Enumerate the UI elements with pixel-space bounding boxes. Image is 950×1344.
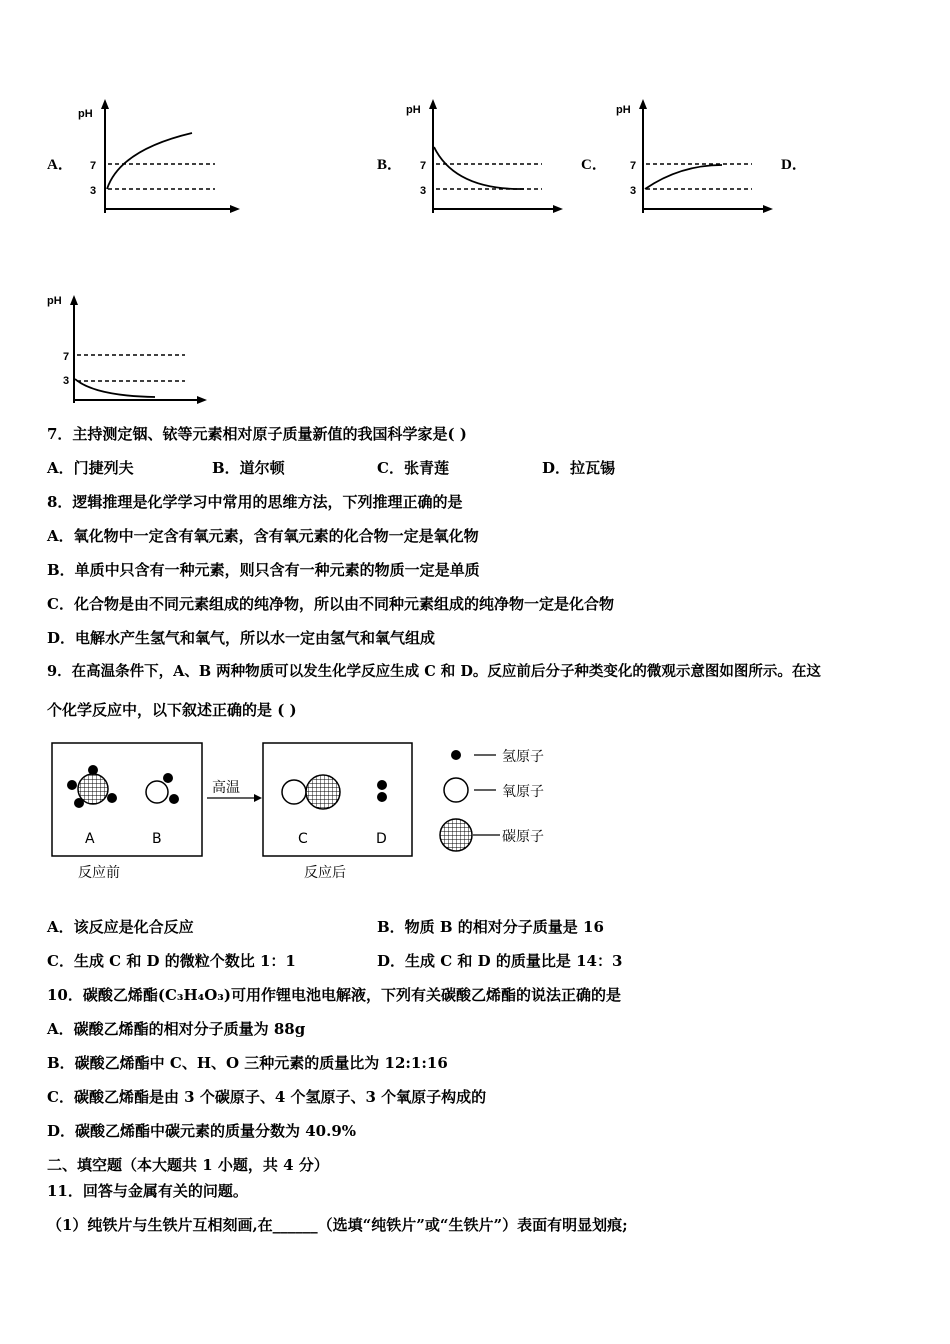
ph-graph-c (610, 95, 790, 220)
hydrogen-atom (377, 792, 387, 802)
tick-3: 3 (63, 375, 70, 387)
option-label-a: A． (47, 157, 73, 173)
tick-7: 7 (630, 160, 637, 172)
oxygen-atom (282, 780, 306, 804)
hydrogen-atom (377, 780, 387, 790)
question-9-option-d: D．生成 C 和 D 的质量比是 14：3 (377, 952, 623, 970)
legend-hydrogen: 氢原子 (502, 749, 544, 765)
question-11-part-1: （1）纯铁片与生铁片互相刻画,在______（选填“纯铁片”或“生铁片”）表面有明显划痕; (47, 1216, 628, 1234)
hydrogen-atom (74, 798, 84, 808)
tick-3: 3 (420, 185, 427, 197)
legend-hydrogen-icon (451, 750, 461, 760)
label-d: D (376, 831, 387, 847)
hydrogen-atom (107, 793, 117, 803)
carbon-atom (306, 775, 340, 809)
question-9-option-c: C．生成 C 和 D 的微粒个数比 1：1 (47, 952, 296, 970)
label-c: C (298, 831, 308, 847)
ph-graph-b (400, 95, 580, 220)
legend-carbon-icon (440, 819, 472, 851)
reaction-arrow (254, 794, 262, 802)
hydrogen-atom (67, 780, 77, 790)
question-7-option-c: C．张青莲 (377, 459, 449, 477)
tick-7: 7 (63, 351, 70, 363)
hydrogen-atom (169, 794, 179, 804)
ph-graph-d (30, 290, 210, 410)
label-b: B (152, 831, 162, 847)
option-label-d: D． (781, 157, 807, 173)
question-10-option-b: B．碳酸乙烯酯中 C、H、O 三种元素的质量比为 12:1:16 (47, 1054, 448, 1072)
hydrogen-atom (163, 773, 173, 783)
question-10-option-c: C．碳酸乙烯酯是由 3 个碳原子、4 个氢原子、3 个氧原子构成的 (47, 1088, 487, 1106)
ph-graph-a (70, 95, 250, 220)
legend-oxygen-icon (444, 778, 468, 802)
question-7-option-a: A．门捷列夫 (47, 459, 134, 477)
y-axis-label: pH (406, 104, 421, 116)
question-8-option-d: D．电解水产生氢气和氧气，所以水一定由氢气和氧气组成 (47, 629, 436, 647)
oxygen-atom (146, 781, 168, 803)
question-8-option-b: B．单质中只含有一种元素，则只含有一种元素的物质一定是单质 (47, 561, 480, 579)
hydrogen-atom (88, 765, 98, 775)
question-10-stem: 10．碳酸乙烯酯(C₃H₄O₃)可用作锂电池电解液，下列有关碳酸乙烯酯的说法正确的是 (47, 986, 621, 1004)
before-caption: 反应前 (78, 865, 120, 881)
label-a: A (85, 831, 95, 847)
question-8-option-c: C．化合物是由不同元素组成的纯净物，所以由不同种元素组成的纯净物一定是化合物 (47, 595, 614, 613)
legend-carbon: 碳原子 (502, 829, 544, 845)
question-9-stem-line1: 9．在高温条件下，A、B 两种物质可以发生化学反应生成 C 和 D。反应前后分子种类变化的微观示意图如图所示。在这 (47, 663, 821, 680)
legend-oxygen: 氧原子 (502, 784, 544, 800)
question-8-stem: 8．逻辑推理是化学学习中常用的思维方法，下列推理正确的是 (47, 493, 463, 511)
reaction-diagram (0, 735, 950, 895)
y-axis-label: pH (616, 104, 631, 116)
arrow-label: 高温 (212, 780, 240, 796)
question-11-stem: 11．回答与金属有关的问题。 (47, 1182, 248, 1200)
question-8-option-a: A．氧化物中一定含有氧元素，含有氧元素的化合物一定是氧化物 (47, 527, 479, 545)
y-axis-label: pH (47, 295, 62, 307)
question-7-stem: 7．主持测定铟、铱等元素相对原子质量新值的我国科学家是( ) (47, 425, 467, 443)
question-7-option-d: D．拉瓦锡 (542, 459, 616, 477)
y-axis-label: pH (78, 108, 93, 120)
question-7-option-b: B．道尔顿 (212, 459, 285, 477)
tick-3: 3 (630, 185, 637, 197)
tick-7: 7 (90, 160, 97, 172)
question-10-option-d: D．碳酸乙烯酯中碳元素的质量分数为 40.9% (47, 1122, 357, 1140)
tick-7: 7 (420, 160, 427, 172)
question-9-option-b: B．物质 B 的相对分子质量是 16 (377, 918, 604, 936)
after-caption: 反应后 (304, 865, 346, 881)
question-9-option-a: A．该反应是化合反应 (47, 918, 194, 936)
option-label-b: B． (377, 157, 403, 173)
tick-3: 3 (90, 185, 97, 197)
section-2-title: 二、填空题（本大题共 1 小题，共 4 分） (47, 1156, 329, 1174)
option-label-c: C． (581, 157, 607, 173)
question-9-stem-line2: 个化学反应中，以下叙述正确的是 ( ) (47, 701, 297, 719)
question-10-option-a: A．碳酸乙烯酯的相对分子质量为 88g (47, 1020, 306, 1038)
before-box (52, 743, 202, 856)
